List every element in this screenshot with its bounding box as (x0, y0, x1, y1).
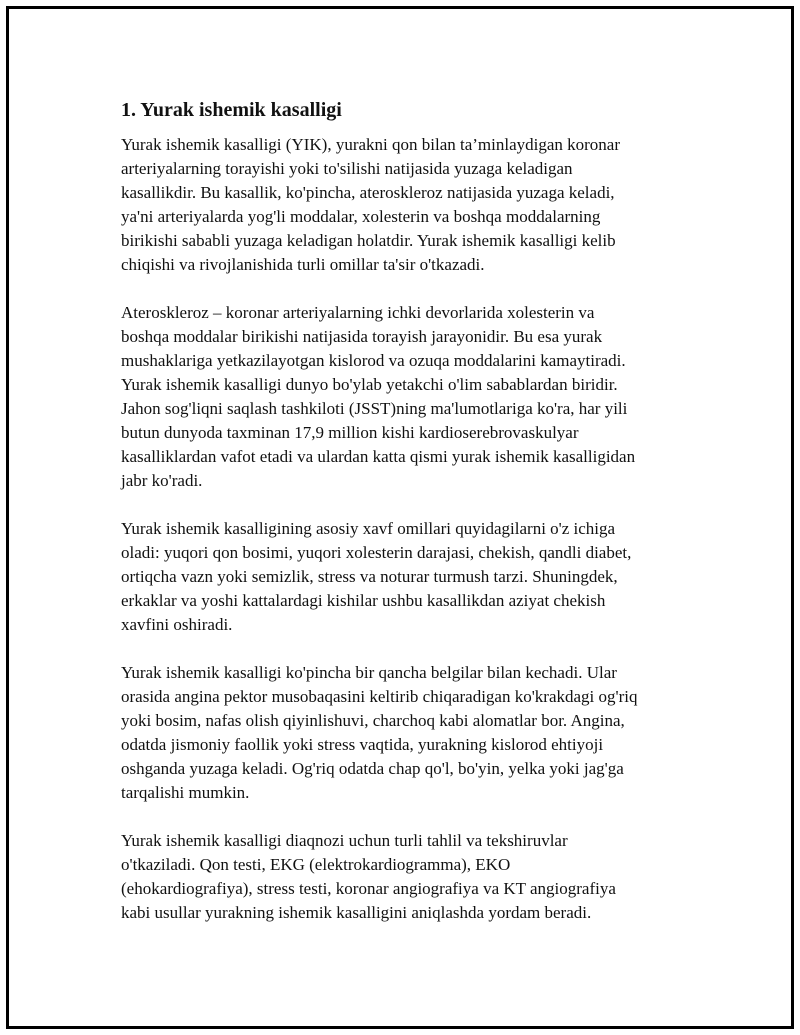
paragraph-atherosclerosis (121, 301, 701, 493)
text-line: chiqishi va rivojlanishida turli omillar ta'sir o'tkazadi. (121, 255, 485, 274)
paragraph-symptoms (121, 661, 701, 805)
text-line: tarqalishi mumkin. (121, 783, 250, 802)
text-line: odatda jismoniy faollik yoki stress vaqtida, yurakning kislorod ehtiyoji (121, 735, 604, 754)
text-line: butun dunyoda taxminan 17,9 million kishi kardioserebrovaskulyar (121, 423, 579, 442)
text-line: Yurak ishemik kasalligi (YIK), yurakni qon bilan ta’minlaydigan koronar (121, 135, 621, 154)
text-line: (ehokardiografiya), stress testi, koronar angiografiya va KT angiografiya (121, 879, 616, 898)
text-line: Yurak ishemik kasalligi diaqnozi uchun turli tahlil va tekshiruvlar (121, 831, 568, 850)
text-line: ortiqcha vazn yoki semizlik, stress va noturar turmush tarzi. Shuningdek, (121, 567, 618, 586)
text-line: erkaklar va yoshi kattalardagi kishilar ushbu kasallikdan aziyat chekish (121, 591, 606, 610)
paragraph-intro (121, 133, 701, 277)
text-line: kasalliklardan vafot etadi va ulardan katta qismi yurak ishemik kasalligidan (121, 447, 636, 466)
text-line: kasallikdir. Bu kasallik, ko'pincha, ateroskleroz natijasida yuzaga keladi, (121, 183, 615, 202)
text-line: o'tkaziladi. Qon testi, EKG (elektrokardiogramma), EKO (121, 855, 511, 874)
document-body (121, 97, 701, 949)
document-title: 1. Yurak ishemik kasalligi (121, 99, 342, 121)
text-line: ya'ni arteriyalarda yog'li moddalar, xolesterin va boshqa moddalarning (121, 207, 601, 226)
text-line: jabr ko'radi. (121, 471, 203, 490)
page-frame (6, 6, 794, 1029)
paragraph-risk-factors (121, 517, 701, 637)
text-line: yoki bosim, nafas olish qiyinlishuvi, charchoq kabi alomatlar bor. Angina, (121, 711, 625, 730)
text-line: xavfini oshiradi. (121, 615, 233, 634)
text-line: oshganda yuzaga keladi. Og'riq odatda chap qo'l, bo'yin, yelka yoki jag'ga (121, 759, 624, 778)
text-line: mushaklariga yetkazilayotgan kislorod va ozuqa moddalarini kamaytiradi. (121, 351, 626, 370)
paragraph-diagnosis (121, 829, 701, 925)
text-line: Yurak ishemik kasalligi dunyo bo'ylab yetakchi o'lim sabablardan biridir. (121, 375, 618, 394)
text-line: boshqa moddalar birikishi natijasida torayish jarayonidir. Bu esa yurak (121, 327, 603, 346)
text-line: kabi usullar yurakning ishemik kasalligini aniqlashda yordam beradi. (121, 903, 592, 922)
text-line: birikishi sababli yuzaga keladigan holatdir. Yurak ishemik kasalligi kelib (121, 231, 616, 250)
text-line: oladi: yuqori qon bosimi, yuqori xolesterin darajasi, chekish, qandli diabet, (121, 543, 632, 562)
text-line: Yurak ishemik kasalligi ko'pincha bir qancha belgilar bilan kechadi. Ular (121, 663, 617, 682)
text-line: orasida angina pektor musobaqasini keltirib chiqaradigan ko'krakdagi og'riq (121, 687, 638, 706)
text-line: Ateroskleroz – koronar arteriyalarning ichki devorlarida xolesterin va (121, 303, 595, 322)
text-line: Jahon sog'liqni saqlash tashkiloti (JSST)ning ma'lumotlariga ko'ra, har yili (121, 399, 628, 418)
text-line: arteriyalarning torayishi yoki to'silishi natijasida yuzaga keladigan (121, 159, 573, 178)
text-line: Yurak ishemik kasalligining asosiy xavf omillari quyidagilarni o'z ichiga (121, 519, 616, 538)
